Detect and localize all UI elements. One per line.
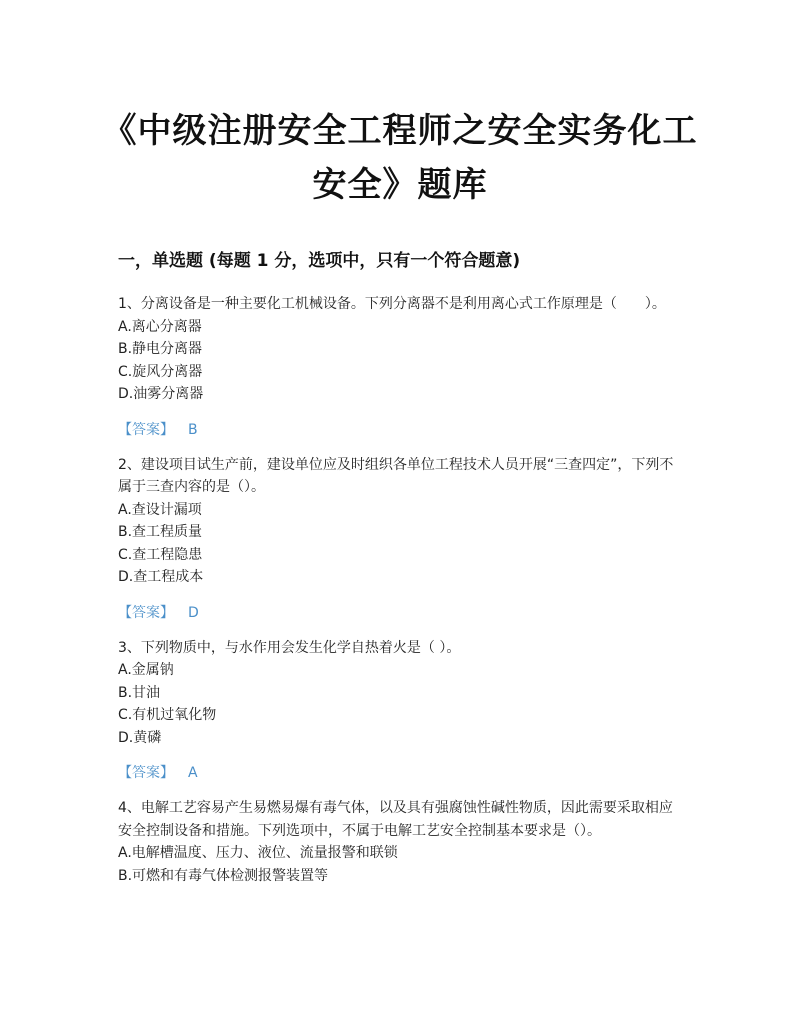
option-a: A.电解槽温度、压力、液位、流量报警和联锁	[118, 845, 398, 861]
answer-value: A	[188, 765, 198, 781]
question-1	[118, 293, 678, 441]
answer-line	[118, 762, 678, 784]
answer-value: D	[188, 604, 199, 621]
answer-line	[118, 602, 678, 624]
option-c: C.旋风分离器	[118, 363, 203, 380]
option-b: B.静电分离器	[118, 341, 203, 357]
answer-line	[118, 419, 678, 441]
answer-value: B	[188, 421, 198, 438]
section-heading: 一，单选题 (每题 1 分，选项中，只有一个符合题意)	[118, 251, 521, 271]
question-list	[118, 293, 678, 887]
option-a: A.金属钠	[118, 662, 174, 678]
question-3	[118, 637, 678, 785]
option-d: D.黄磷	[118, 729, 162, 746]
option-d: D.油雾分离器	[118, 386, 204, 402]
option-a: A.查设计漏项	[118, 501, 202, 518]
option-b: B.可燃和有毒气体检测报警装置等	[118, 867, 329, 884]
option-c: C.查工程隐患	[118, 546, 203, 563]
option-d: D.查工程成本	[118, 569, 204, 585]
question-stem: 2、建设项目试生产前，建设单位应及时组织各单位工程技术人员开展“三查四定”，下列不属于三查内容的是（）。	[118, 456, 674, 495]
option-b: B.查工程质量	[118, 524, 203, 540]
question-stem: 4、电解工艺容易产生易燃易爆有毒气体，以及具有强腐蚀性碱性物质，因此需要采取相应安全控制设备和措施。下列选项中，不属于电解工艺安全控制基本要求是（）。	[118, 800, 673, 839]
question-2	[118, 454, 678, 624]
question-stem: 1、分离设备是一种主要化工机械设备。下列分离器不是利用离心式工作原理是（ ）。	[118, 296, 666, 312]
answer-label: 【答案】	[118, 421, 174, 438]
question-4	[118, 797, 678, 887]
option-b: B.甘油	[118, 684, 161, 701]
page-title: 《中级注册安全工程师之安全实务化工安全》题库	[102, 111, 698, 205]
answer-label: 【答案】	[118, 604, 174, 621]
option-c: C.有机过氧化物	[118, 707, 217, 723]
question-stem: 3、下列物质中，与水作用会发生化学自热着火是（ ）。	[118, 639, 461, 656]
option-a: A.离心分离器	[118, 318, 202, 335]
answer-label: 【答案】	[118, 765, 174, 781]
